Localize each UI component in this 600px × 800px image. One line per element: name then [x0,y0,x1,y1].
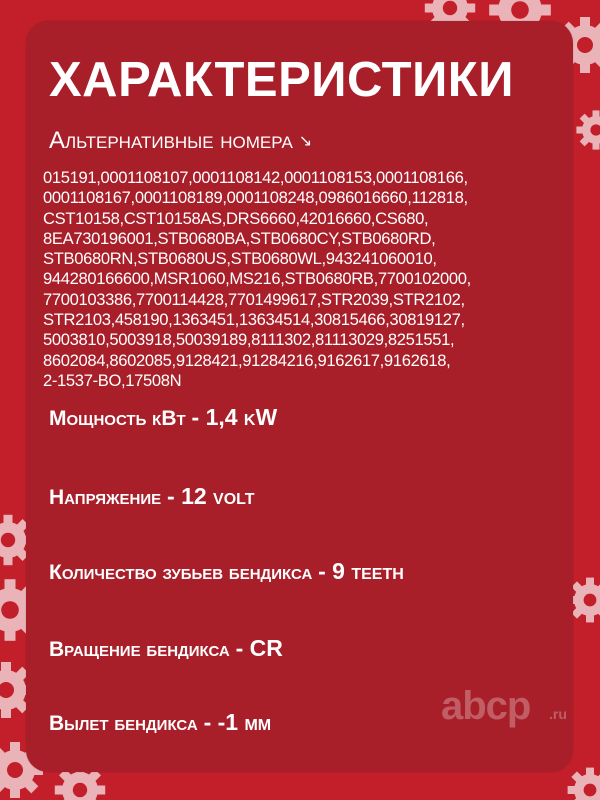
alt-numbers-list [43,168,558,391]
alt-numbers-line: 5003810,5003918,50039189,8111302,81113029,8251551, [43,330,455,350]
spec-power [49,403,277,433]
alt-numbers-label: Альтернативные номера [49,127,293,154]
spec-label: Вылет бендикса [49,712,198,735]
alt-numbers-line: 944280166600,MSR1060,MS216,STB0680RB,7700102000, [43,269,471,289]
watermark-logo [441,686,581,726]
spec-label: Количество зубьев бендикса [49,561,313,584]
spec-label: Напряжение [49,486,162,509]
spec-value: - 1,4 kW [191,404,278,430]
spec-label: Вращение бендикса [49,638,230,661]
spec-value: - CR [235,635,283,661]
alt-numbers-line: 7700103386,7700114428,7701499617,STR2039,STR2102, [43,289,465,309]
watermark-tld: .ru [549,706,567,722]
page-title: ХАРАКТЕРИСТИКИ [49,53,514,107]
spec-offset [49,708,271,738]
spec-voltage [49,482,255,512]
spec-rotation [49,634,283,664]
spec-teeth [49,557,404,587]
alt-numbers-line: 2-1537-BO,17508N [43,370,182,390]
arrow-down-right-icon: ↘ [298,133,313,150]
alt-numbers-line: 8EA730196001,STB0680BA,STB0680CY,STB0680RD, [43,228,436,248]
spec-value: - -1 мм [203,709,272,735]
spec-value: - 9 teeth [318,558,404,584]
watermark-brand: abcp [441,684,531,728]
spec-value: - 12 volt [167,483,255,509]
spec-label: Мощность кВт [49,407,186,430]
alt-numbers-line: CST10158,CST10158AS,DRS6660,42016660,CS680, [43,208,429,228]
alt-numbers-line: 8602084,8602085,9128421,91284216,9162617,9162618, [43,350,451,370]
alt-numbers-line: 015191,0001108107,0001108142,0001108153,0001108166, [43,168,468,187]
alt-numbers-line: STB0680RN,STB0680US,STB0680WL,943241060010, [43,249,437,269]
alt-numbers-heading [49,125,312,160]
alt-numbers-line: STR2103,458190,1363451,13634514,30815466,30819127, [43,310,465,330]
alt-numbers-line: 0001108167,0001108189,0001108248,0986016660,112818, [43,188,468,208]
